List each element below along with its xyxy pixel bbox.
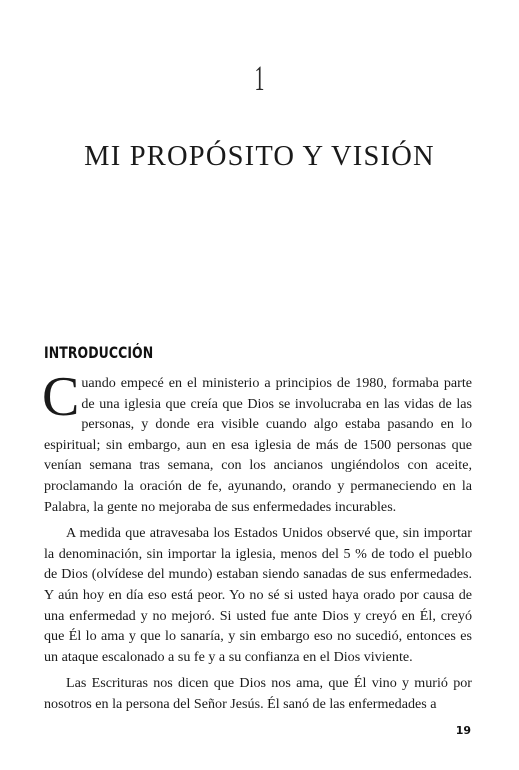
page-number: 19 [455, 724, 471, 737]
drop-cap: C [42, 366, 80, 428]
paragraph-2: A medida que atravesaba los Estados Unidos observé que, sin importar la denominación, sin importar la iglesia, menos del 5 % de todo el pueblo de Dios (olvídese del mundo) estaban siendo sanadas de sus enfermedades. Y aún hoy en día eso está peor. Yo no sé si usted haya orado por causa de una enfermedad y no mejoró. Si usted fue ante Dios y creyó en Él, creyó que Él lo ama y que lo sanaría, y sin embargo eso no sucedió, entonces es un ataque escalonado a su fe y a su confianza en el Dios viviente. [44, 525, 472, 665]
body-text [42, 366, 472, 721]
paragraph-3: Las Escrituras nos dicen que Dios nos ama, que Él vino y murió por nosotros en la persona del Señor Jesús. Él sanó de las enfermedades a [44, 675, 472, 712]
chapter-title: MI PROPÓSITO Y VISIÓN [84, 141, 435, 172]
section-heading: INTRODUCCIÓN [44, 343, 154, 362]
paragraph-1 [42, 366, 472, 517]
paragraph-1-text: uando empecé en el ministerio a principios de 1980, formaba parte de una iglesia que creía que Dios se involucraba en las vidas de las personas, y donde era visible cuando algo estaba pasando en lo espiritual; sin embargo, aun en esa iglesia de más de 1500 personas que venían semana tras semana, con los ancianos ungiéndolos con aceite, proclamando la oración de fe, ayunando, orando y permaneciendo en la Palabra, la gente no mejoraba de sus enfermedades incurables. [44, 375, 472, 515]
chapter-number: 1 [254, 58, 265, 98]
